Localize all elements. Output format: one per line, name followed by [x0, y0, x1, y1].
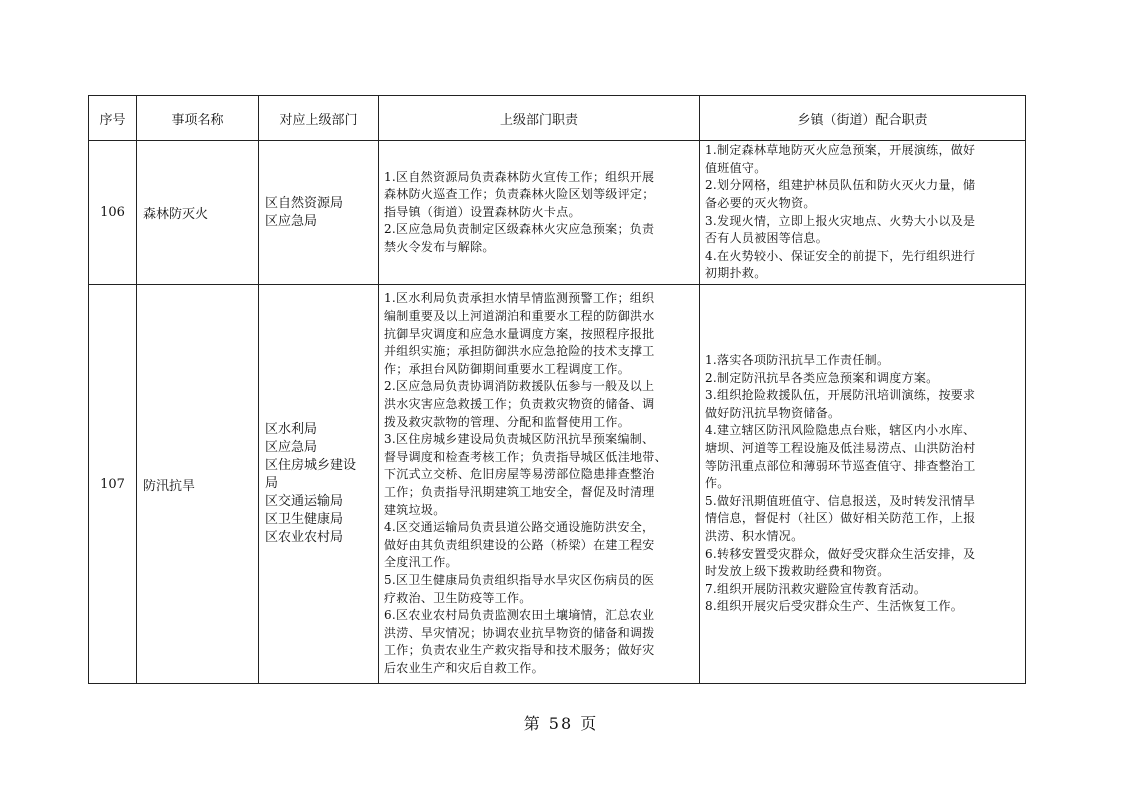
town-duty-line: 1.制定森林草地防灭火应急预案，开展演练，做好 — [705, 143, 976, 158]
page-number: 第 58 页 — [523, 714, 599, 733]
header-dept: 对应上级部门 — [259, 96, 379, 141]
department-line: 区自然资源局 — [265, 195, 344, 211]
town-duty-line: 4.在火势较小、保证安全的前提下，先行组织进行 — [705, 248, 976, 263]
header-upper-duty: 上级部门职责 — [379, 96, 700, 141]
row-departments — [259, 141, 379, 285]
row-item-name: 防汛抗旱 — [137, 285, 259, 684]
town-duty-line: 等防汛重点部位和薄弱环节巡查值守、排查整治工 — [705, 458, 976, 473]
upper-duty-line: 抗御旱灾调度和应急水量调度方案，按照程序报批 — [384, 326, 655, 341]
row-seq: 106 — [89, 141, 137, 285]
row-seq: 107 — [89, 285, 137, 684]
town-duty-line: 否有人员被困等信息。 — [705, 231, 829, 246]
town-duty-line: 7.组织开展防汛救灾避险宣传教育活动。 — [705, 581, 927, 596]
town-duty-line: 初期扑救。 — [705, 266, 767, 281]
town-duty-line: 5.做好汛期值班值守、信息报送，及时转发汛情旱 — [705, 493, 976, 508]
upper-duty-line: 下沉式立交桥、危旧房屋等易涝部位隐患排查整治 — [384, 467, 655, 482]
row-item-name: 森林防灭火 — [137, 141, 259, 285]
upper-duty-line: 禁火令发布与解除。 — [384, 239, 495, 254]
row-town-duty — [700, 285, 1026, 684]
row-departments — [259, 285, 379, 684]
upper-duty-line: 疗救治、卫生防疫等工作。 — [384, 590, 532, 605]
town-duty-line: 时发放上级下拨救助经费和物资。 — [705, 564, 890, 579]
department-line: 区交通运输局 — [265, 494, 344, 509]
town-duty-line: 3.发现火情，立即上报火灾地点、火势大小以及是 — [705, 213, 976, 228]
upper-duty-line: 5.区卫生健康局负责组织指导水旱灾区伤病员的医 — [384, 572, 655, 587]
upper-duty-line: 指导镇（街道）设置森林防火卡点。 — [384, 204, 581, 219]
town-duty-line: 洪涝、积水情况。 — [705, 528, 804, 543]
upper-duty-line: 做好由其负责组织建设的公路（桥梁）在建工程安 — [384, 537, 655, 552]
upper-duty-line: 作；承担台风防御期间重要水工程调度工作。 — [384, 361, 631, 376]
upper-duty-line: 工作；负责农业生产救灾指导和技术服务；做好灾 — [384, 643, 655, 658]
upper-duty-line: 森林防火巡查工作；负责森林火险区划等级评定； — [384, 187, 655, 202]
upper-duty-line: 3.区住房城乡建设局负责城区防汛抗旱预案编制、 — [384, 432, 655, 447]
header-seq: 序号 — [89, 96, 137, 141]
upper-duty-line: 拨及救灾款物的管理、分配和监督使用工作。 — [384, 414, 631, 429]
upper-duty-line: 1.区自然资源局负责森林防火宣传工作；组织开展 — [384, 169, 655, 184]
upper-duty-line: 6.区农业农村局负责监测农田土壤墒情，汇总农业 — [384, 608, 655, 623]
row-upper-duty — [379, 285, 700, 684]
table-row — [89, 141, 1026, 285]
department-line: 区应急局 — [265, 440, 318, 455]
header-row — [89, 96, 1026, 141]
town-duty-line: 塘坝、河道等工程设施及低洼易涝点、山洪防治村 — [705, 441, 976, 456]
upper-duty-line: 1.区水利局负责承担水情旱情监测预警工作；组织 — [384, 291, 655, 306]
department-line: 区水利局 — [265, 422, 318, 437]
upper-duty-line: 并组织实施；承担防御洪水应急抢险的技术支撑工 — [384, 344, 655, 359]
town-duty-line: 情信息，督促村（社区）做好相关防范工作，上报 — [705, 511, 976, 526]
upper-duty-line: 编制重要及以上河道湖泊和重要水工程的防御洪水 — [384, 309, 655, 324]
upper-duty-line: 2.区应急局负责协调消防救援队伍参与一般及以上 — [384, 379, 655, 394]
town-duty-line: 做好防汛抗旱物资储备。 — [705, 405, 841, 420]
upper-duty-line: 全度汛工作。 — [384, 555, 458, 570]
upper-duty-line: 后农业生产和灾后自救工作。 — [384, 660, 544, 675]
town-duty-line: 值班值守。 — [705, 160, 767, 175]
upper-duty-line: 工作；负责指导汛期建筑工地安全，督促及时清理 — [384, 485, 655, 499]
upper-duty-line: 4.区交通运输局负责县道公路交通设施防洪安全， — [384, 520, 655, 535]
row-upper-duty — [379, 141, 700, 285]
duties-table — [88, 95, 1026, 684]
department-line: 区应急局 — [265, 213, 318, 229]
town-duty-line: 4.建立辖区防汛风险隐患点台账，辖区内小水库、 — [705, 423, 976, 438]
row-town-duty — [700, 141, 1026, 285]
town-duty-line: 备必要的灭火物资。 — [705, 195, 816, 210]
table-row — [89, 285, 1026, 684]
upper-duty-line: 洪水灾害应急救援工作；负责救灾物资的储备、调 — [384, 397, 655, 412]
town-duty-line: 作。 — [705, 476, 730, 491]
department-line: 区农业农村局 — [265, 530, 344, 545]
upper-duty-line: 建筑垃圾。 — [384, 502, 446, 517]
town-duty-line: 6.转移安置受灾群众，做好受灾群众生活安排，及 — [705, 546, 976, 561]
town-duty-line: 8.组织开展灾后受灾群众生产、生活恢复工作。 — [705, 599, 964, 614]
upper-duty-line: 洪涝、旱灾情况；协调农业抗旱物资的储备和调拨 — [384, 625, 655, 640]
department-line: 区卫生健康局 — [265, 512, 344, 527]
department-line: 区住房城乡建设 — [265, 458, 357, 473]
town-duty-line: 2.制定防汛抗旱各类应急预案和调度方案。 — [705, 370, 939, 385]
department-line: 局 — [265, 476, 279, 491]
town-duty-line: 1.落实各项防汛抗旱工作责任制。 — [705, 353, 890, 368]
upper-duty-line: 督导调度和检查考核工作；负责指导城区低洼地带、 — [384, 449, 667, 464]
town-duty-line: 2.划分网格，组建护林员队伍和防火灭火力量，储 — [705, 178, 976, 193]
header-town-duty: 乡镇（街道）配合职责 — [700, 96, 1026, 141]
upper-duty-line: 2.区应急局负责制定区级森林火灾应急预案；负责 — [384, 222, 655, 237]
header-name: 事项名称 — [137, 96, 259, 141]
town-duty-line: 3.组织抢险救援队伍，开展防汛培训演练，按要求 — [705, 388, 976, 403]
